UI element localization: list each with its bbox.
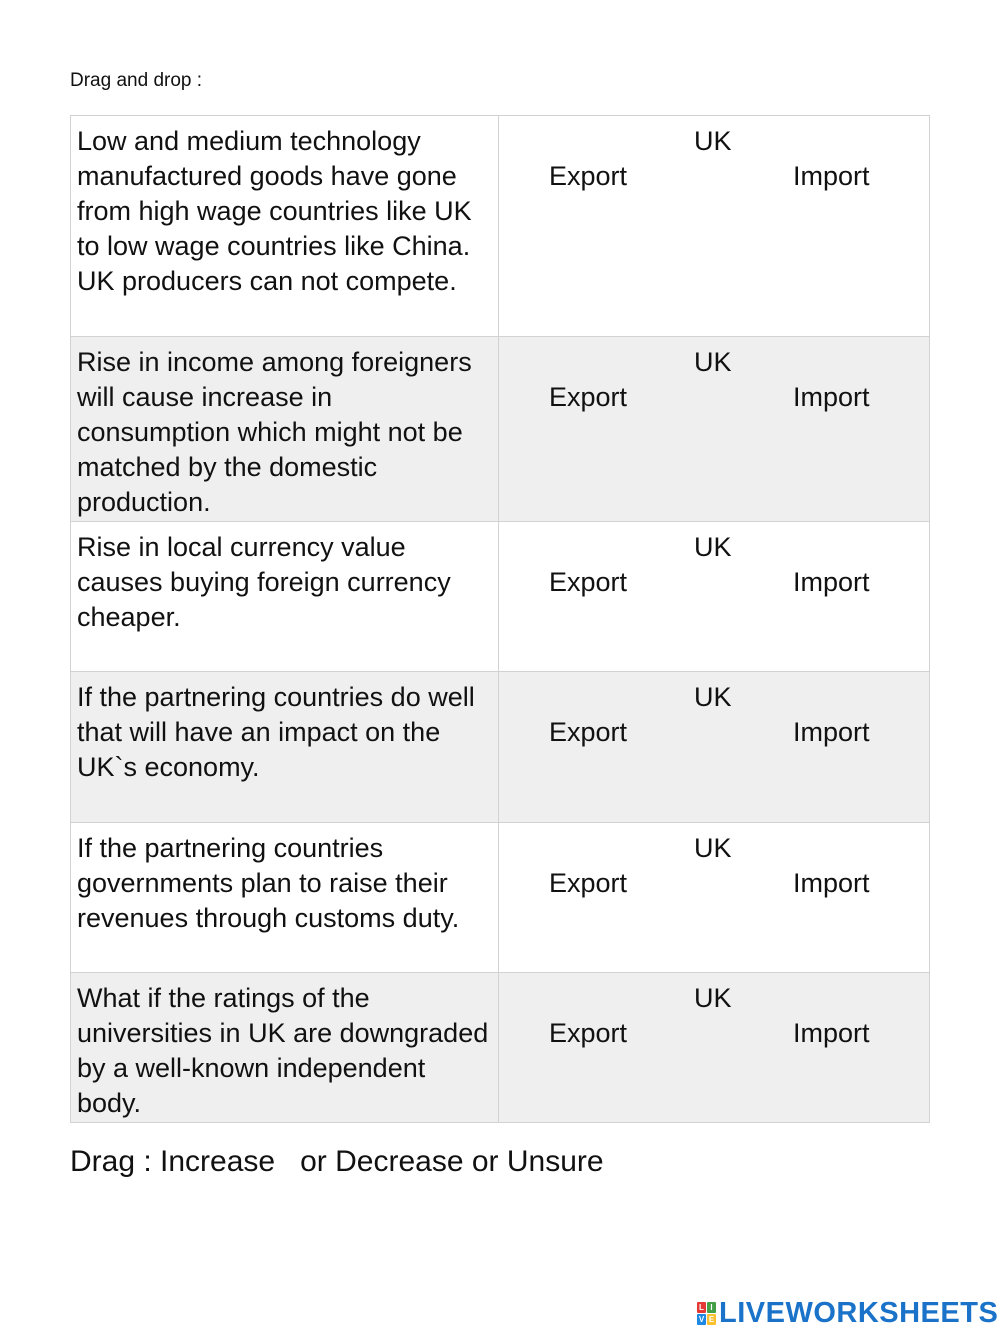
import-label: Import [793, 1018, 870, 1048]
export-label: Export [549, 382, 628, 412]
uk-label: UK [694, 126, 732, 156]
instruction-text: Drag and drop : [70, 70, 203, 91]
answer-drop-cell[interactable] [499, 116, 930, 337]
statement-text: What if the ratings of the universities in UK are downgraded by a well-known independent body. [77, 983, 489, 1118]
table-row [71, 823, 930, 973]
logo-text: LIVEWORKSHEETS [719, 1297, 999, 1329]
table-row [71, 672, 930, 823]
answer-drop-cell[interactable] [499, 337, 930, 522]
logo-mark-letter: I [707, 1302, 716, 1313]
import-label: Import [793, 868, 870, 898]
export-label: Export [549, 868, 628, 898]
statement-text: Rise in local currency value causes buying foreign currency cheaper. [77, 532, 451, 632]
export-label: Export [549, 567, 628, 597]
statement-cell [71, 973, 499, 1123]
answer-drop-cell[interactable] [499, 672, 930, 823]
uk-label: UK [694, 983, 732, 1013]
worksheet-table [70, 115, 930, 1123]
import-label: Import [793, 382, 870, 412]
export-label: Export [549, 161, 628, 191]
table-row [71, 337, 930, 522]
answer-drop-cell[interactable] [499, 522, 930, 672]
drag-options-text: Drag : Increase or Decrease or Unsure [70, 1145, 604, 1178]
logo-mark-letter: V [698, 1315, 705, 1324]
statement-text: If the partnering countries do well that will have an impact on the UK`s economy. [77, 682, 475, 782]
statement-cell [71, 337, 499, 522]
export-label: Export [549, 1018, 628, 1048]
logo-mark-letter: E [708, 1315, 715, 1324]
uk-label: UK [694, 347, 732, 377]
statement-cell [71, 672, 499, 823]
uk-label: UK [694, 682, 732, 712]
logo-mark-letter: L [697, 1302, 706, 1313]
table-row [71, 973, 930, 1123]
uk-label: UK [694, 532, 732, 562]
statement-cell [71, 823, 499, 973]
export-label: Export [549, 717, 628, 747]
statement-text: Low and medium technology manufactured goods have gone from high wage countries like UK to low wage countries like China. UK producers can not compete. [77, 126, 472, 296]
answer-drop-cell[interactable] [499, 973, 930, 1123]
table-row [71, 116, 930, 337]
table-row [71, 522, 930, 672]
import-label: Import [793, 161, 870, 191]
logo-mark-icon [697, 1302, 716, 1325]
uk-label: UK [694, 833, 732, 863]
import-label: Import [793, 567, 870, 597]
statement-text: Rise in income among foreigners will cause increase in consumption which might not be matched by the domestic production. [77, 347, 472, 517]
statement-cell [71, 522, 499, 672]
import-label: Import [793, 717, 870, 747]
statement-text: If the partnering countries governments plan to raise their revenues through customs duty. [77, 833, 460, 933]
statement-cell [71, 116, 499, 337]
answer-drop-cell[interactable] [499, 823, 930, 973]
liveworksheets-logo[interactable] [697, 1297, 998, 1330]
